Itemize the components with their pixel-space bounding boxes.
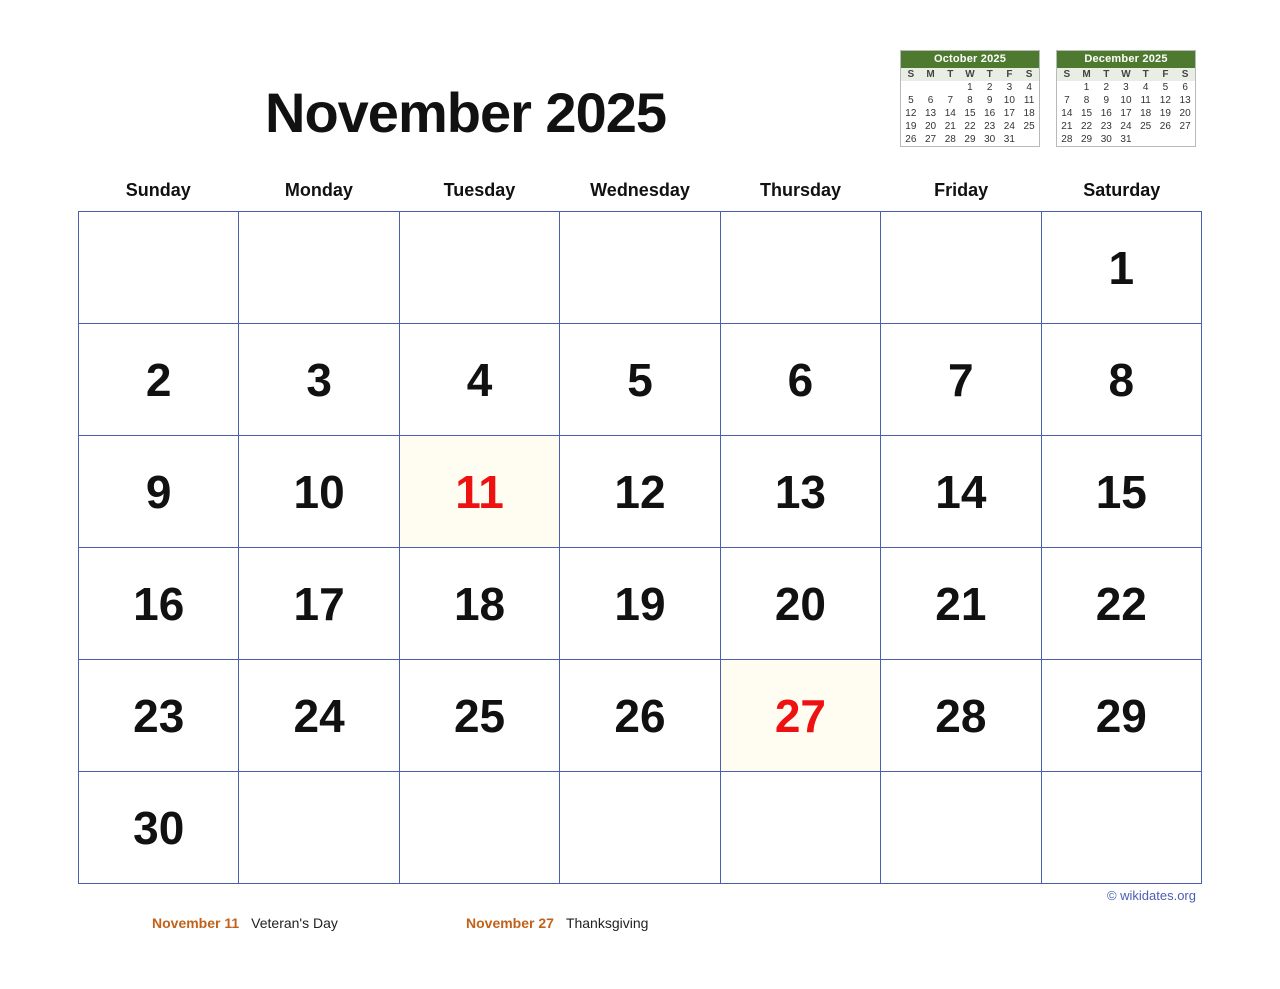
mini-day-cell: 31 bbox=[1003, 134, 1015, 145]
mini-day-cell bbox=[901, 81, 921, 94]
mini-day-cell bbox=[921, 81, 941, 94]
mini-day-cell: 14 bbox=[944, 108, 956, 119]
day-number: 9 bbox=[145, 465, 172, 518]
mini-weekday-initial: W bbox=[960, 68, 980, 81]
mini-day-cell: 25 bbox=[1140, 121, 1152, 132]
mini-day-cell: 17 bbox=[1120, 108, 1132, 119]
mini-weekday-initial: S bbox=[1019, 68, 1039, 81]
mini-day-cell bbox=[1175, 133, 1195, 146]
mini-weekday-initial: M bbox=[921, 68, 941, 81]
day-cell[interactable] bbox=[239, 660, 399, 772]
mini-week-row bbox=[901, 120, 1039, 133]
day-cell[interactable] bbox=[881, 436, 1041, 548]
day-cell[interactable] bbox=[1042, 324, 1202, 436]
day-cell[interactable] bbox=[239, 324, 399, 436]
day-cell-empty bbox=[881, 772, 1041, 884]
day-cell-empty bbox=[1042, 772, 1202, 884]
mini-weekday-initial: T bbox=[1096, 68, 1116, 81]
mini-week-row bbox=[1057, 107, 1195, 120]
mini-weekday-initial: T bbox=[1136, 68, 1156, 81]
day-cell[interactable] bbox=[1042, 660, 1202, 772]
mini-day-cell: 24 bbox=[1003, 121, 1015, 132]
mini-day-cell: 10 bbox=[1120, 95, 1132, 106]
mini-day-cell: 10 bbox=[1003, 95, 1015, 106]
mini-day-cell bbox=[940, 81, 960, 94]
mini-day-cell: 26 bbox=[905, 134, 917, 145]
day-number: 5 bbox=[627, 353, 653, 406]
mini-day-cell: 4 bbox=[1026, 82, 1032, 93]
mini-weekday-initial: W bbox=[1116, 68, 1136, 81]
day-number: 3 bbox=[306, 353, 332, 406]
mini-day-cell: 6 bbox=[1182, 82, 1188, 93]
event-item bbox=[152, 915, 338, 931]
day-cell[interactable] bbox=[1042, 436, 1202, 548]
mini-day-cell: 19 bbox=[905, 121, 917, 132]
day-cell-empty bbox=[400, 772, 560, 884]
mini-day-cell: 11 bbox=[1023, 95, 1035, 106]
weekday-label-tuesday: Tuesday bbox=[443, 180, 516, 200]
mini-day-cell: 9 bbox=[1103, 95, 1110, 106]
mini-day-cell: 26 bbox=[1159, 121, 1171, 132]
day-cell[interactable] bbox=[400, 548, 560, 660]
day-cell[interactable] bbox=[239, 548, 399, 660]
day-cell[interactable] bbox=[1042, 212, 1202, 324]
mini-week-row bbox=[901, 81, 1039, 94]
day-number: 27 bbox=[774, 689, 826, 742]
day-number: 17 bbox=[293, 577, 345, 630]
day-cell-empty bbox=[560, 212, 720, 324]
mini-day-cell: 13 bbox=[924, 108, 937, 119]
mini-weekday-initial: M bbox=[1077, 68, 1097, 81]
mini-day-cell: 7 bbox=[947, 95, 954, 106]
weekday-label-saturday: Saturday bbox=[1083, 180, 1161, 200]
mini-day-cell: 9 bbox=[986, 95, 993, 106]
mini-week-row bbox=[901, 107, 1039, 120]
day-cell[interactable] bbox=[79, 436, 239, 548]
mini-week-row bbox=[1057, 133, 1195, 146]
weekday-label-sunday: Sunday bbox=[125, 180, 191, 200]
day-number: 4 bbox=[466, 353, 493, 406]
day-number: 18 bbox=[453, 577, 506, 630]
mini-calendar-title: October 2025 bbox=[901, 51, 1039, 68]
day-cell-empty bbox=[721, 772, 881, 884]
mini-day-cell: 17 bbox=[1003, 108, 1015, 119]
mini-day-cell: 3 bbox=[1006, 82, 1013, 93]
day-cell[interactable] bbox=[721, 324, 881, 436]
mini-day-cell: 25 bbox=[1023, 121, 1035, 132]
weekday-label-thursday: Thursday bbox=[760, 180, 842, 200]
day-number: 24 bbox=[293, 689, 345, 742]
mini-day-cell: 15 bbox=[1080, 108, 1093, 119]
mini-day-cell: 18 bbox=[1023, 108, 1035, 119]
day-number: 7 bbox=[948, 353, 974, 406]
mini-weekday-initial: T bbox=[980, 68, 1000, 81]
day-cell-empty bbox=[239, 212, 399, 324]
event-item bbox=[466, 915, 648, 931]
day-number: 12 bbox=[614, 465, 666, 518]
day-number: 21 bbox=[935, 577, 987, 630]
mini-day-cell: 3 bbox=[1123, 82, 1129, 93]
day-number: 28 bbox=[935, 689, 987, 742]
mini-day-cell: 21 bbox=[944, 121, 956, 132]
day-cell[interactable] bbox=[1042, 548, 1202, 660]
day-cell[interactable] bbox=[721, 436, 881, 548]
mini-week-row bbox=[1057, 120, 1195, 133]
mini-day-cell: 16 bbox=[1100, 108, 1112, 119]
mini-weekday-initial: S bbox=[1175, 68, 1195, 81]
day-cell[interactable] bbox=[881, 324, 1041, 436]
mini-day-cell: 28 bbox=[1061, 134, 1073, 145]
mini-day-cell: 8 bbox=[1083, 95, 1090, 106]
mini-day-cell: 18 bbox=[1140, 108, 1152, 119]
day-number: 13 bbox=[774, 465, 826, 518]
calendar-grid bbox=[78, 211, 1202, 884]
mini-day-cell: 20 bbox=[924, 121, 937, 132]
day-cell-empty bbox=[400, 212, 560, 324]
mini-day-cell bbox=[1057, 81, 1077, 94]
weekday-label-wednesday: Wednesday bbox=[590, 180, 690, 200]
event-name: Thanksgiving bbox=[565, 915, 649, 931]
mini-week-row bbox=[1057, 94, 1195, 107]
day-cell-empty bbox=[239, 772, 399, 884]
calendar-header bbox=[0, 0, 1280, 180]
mini-day-cell bbox=[1019, 133, 1039, 146]
mini-day-cell: 12 bbox=[905, 108, 917, 119]
day-cell-empty bbox=[560, 772, 720, 884]
day-cell[interactable] bbox=[79, 660, 239, 772]
event-name: Veteran's Day bbox=[251, 915, 338, 931]
mini-week-row bbox=[901, 94, 1039, 107]
event-date: November 27 bbox=[466, 915, 554, 931]
mini-day-cell: 30 bbox=[1100, 134, 1112, 145]
day-number: 6 bbox=[787, 353, 814, 406]
day-cell-empty bbox=[79, 212, 239, 324]
mini-calendars bbox=[900, 50, 1196, 147]
day-cell-empty bbox=[721, 212, 881, 324]
mini-day-cell: 8 bbox=[967, 95, 973, 106]
mini-day-cell: 21 bbox=[1061, 121, 1073, 132]
mini-day-cell: 2 bbox=[986, 82, 993, 93]
day-cell[interactable] bbox=[239, 436, 399, 548]
mini-day-cell: 30 bbox=[984, 134, 996, 145]
day-number: 14 bbox=[935, 465, 987, 518]
mini-weekday-initial: T bbox=[940, 68, 960, 81]
weekday-label-friday: Friday bbox=[934, 180, 989, 200]
day-number: 1 bbox=[1108, 241, 1135, 294]
event-date: November 11 bbox=[152, 915, 240, 931]
mini-day-cell: 29 bbox=[1080, 134, 1093, 145]
page-title: November 2025 bbox=[265, 81, 667, 144]
events-footer bbox=[0, 909, 1280, 949]
day-cell-empty bbox=[881, 212, 1041, 324]
day-number: 8 bbox=[1108, 353, 1135, 406]
day-cell[interactable] bbox=[400, 436, 560, 548]
mini-day-cell: 14 bbox=[1061, 108, 1073, 119]
weekday-header-row bbox=[78, 180, 1202, 211]
mini-calendar bbox=[900, 50, 1040, 147]
mini-weekday-initial: F bbox=[1156, 68, 1176, 81]
day-cell[interactable] bbox=[400, 660, 560, 772]
mini-day-cell: 2 bbox=[1103, 82, 1110, 93]
mini-week-row bbox=[901, 133, 1039, 146]
day-number: 29 bbox=[1095, 689, 1147, 742]
day-cell[interactable] bbox=[560, 548, 720, 660]
day-number: 19 bbox=[614, 577, 666, 630]
day-number: 10 bbox=[293, 465, 345, 518]
day-cell[interactable] bbox=[79, 772, 239, 884]
mini-day-cell: 15 bbox=[964, 108, 976, 119]
day-number: 26 bbox=[614, 689, 666, 742]
mini-day-cell: 16 bbox=[984, 108, 996, 119]
weekday-label-monday: Monday bbox=[284, 180, 353, 200]
day-cell[interactable] bbox=[79, 548, 239, 660]
day-number: 11 bbox=[455, 465, 504, 518]
day-number: 25 bbox=[453, 689, 506, 742]
credit-line: © wikidates.org bbox=[1106, 888, 1196, 903]
day-number: 23 bbox=[133, 689, 185, 742]
day-cell[interactable] bbox=[560, 660, 720, 772]
mini-weekday-initial: F bbox=[1000, 68, 1020, 81]
mini-day-cell: 29 bbox=[964, 134, 976, 145]
mini-day-cell: 11 bbox=[1140, 95, 1151, 106]
mini-day-cell: 31 bbox=[1120, 134, 1132, 145]
mini-day-cell bbox=[1136, 133, 1156, 146]
mini-weekday-initial: S bbox=[1057, 68, 1077, 81]
day-cell[interactable] bbox=[560, 324, 720, 436]
mini-day-cell bbox=[1156, 133, 1176, 146]
mini-day-cell: 5 bbox=[908, 95, 914, 106]
mini-day-cell: 19 bbox=[1159, 108, 1171, 119]
day-number: 20 bbox=[774, 577, 826, 630]
day-cell[interactable] bbox=[560, 436, 720, 548]
day-cell[interactable] bbox=[881, 660, 1041, 772]
day-cell[interactable] bbox=[79, 324, 239, 436]
mini-day-cell: 4 bbox=[1142, 82, 1149, 93]
mini-weekday-initial: S bbox=[901, 68, 921, 81]
mini-day-cell: 7 bbox=[1064, 95, 1070, 106]
mini-day-cell: 1 bbox=[1083, 82, 1090, 93]
mini-week-row bbox=[1057, 81, 1195, 94]
day-cell[interactable] bbox=[881, 548, 1041, 660]
mini-day-cell: 24 bbox=[1120, 121, 1132, 132]
mini-day-cell: 22 bbox=[964, 121, 976, 132]
day-number: 2 bbox=[145, 353, 172, 406]
day-cell[interactable] bbox=[400, 324, 560, 436]
mini-day-cell: 5 bbox=[1162, 82, 1169, 93]
day-cell[interactable] bbox=[721, 548, 881, 660]
mini-day-cell: 27 bbox=[1179, 121, 1191, 132]
mini-day-cell: 6 bbox=[927, 95, 934, 106]
mini-day-cell: 23 bbox=[1100, 121, 1112, 132]
day-cell[interactable] bbox=[721, 660, 881, 772]
mini-calendar bbox=[1056, 50, 1196, 147]
mini-day-cell: 12 bbox=[1159, 95, 1171, 106]
day-number: 22 bbox=[1095, 577, 1147, 630]
mini-day-cell: 28 bbox=[944, 134, 956, 145]
mini-day-cell: 22 bbox=[1080, 121, 1093, 132]
day-number: 16 bbox=[133, 577, 185, 630]
day-number: 30 bbox=[133, 801, 185, 854]
mini-day-cell: 23 bbox=[984, 121, 996, 132]
mini-day-cell: 13 bbox=[1179, 95, 1191, 106]
mini-calendar-title: December 2025 bbox=[1057, 51, 1195, 68]
mini-day-cell: 20 bbox=[1179, 108, 1191, 119]
day-number: 15 bbox=[1095, 465, 1147, 518]
mini-day-cell: 1 bbox=[967, 82, 973, 93]
mini-day-cell: 27 bbox=[924, 134, 937, 145]
